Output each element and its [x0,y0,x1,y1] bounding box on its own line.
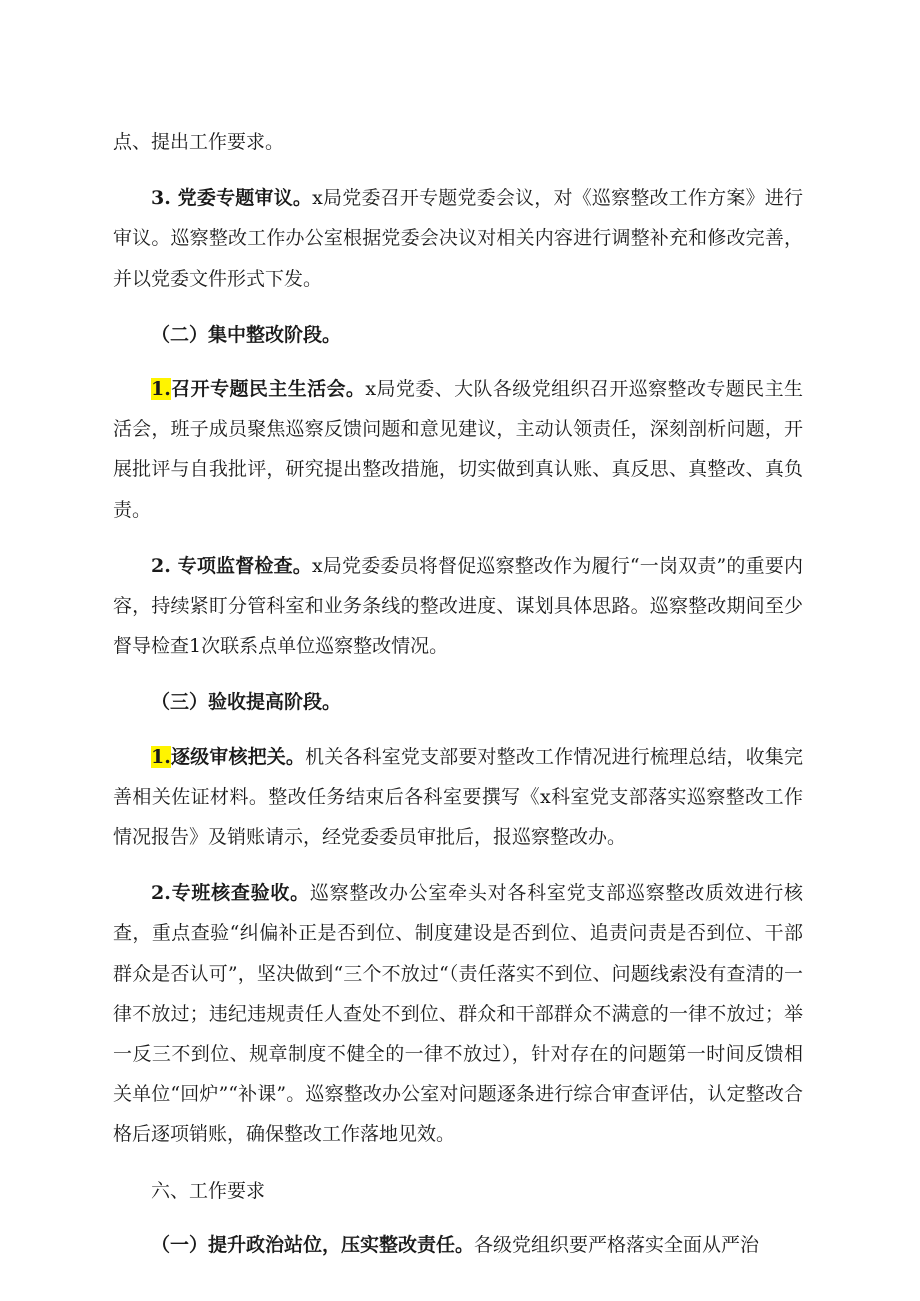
paragraph-party-review [113,178,803,299]
section-heading-work-requirements: 六、工作要求 [151,1179,266,1202]
paragraph-text: 巡察整改办公室牵头对各科室党支部巡察整改质效进行核查，重点查验“纠偏补正是否到位、制度建设是否到位、追责问责是否到位、干部群众是否认可”，坚决做到“三个不放过“（责任落实不到位、问题线索没有查清的一律不放过；违纪违规责任人查处不到位、群众和干部群众不满意的一律不放过；举一反三不到位、规章制度不健全的一律不放过），针对存在的问题第一时间反馈相关单位“回炉”“补课”。巡察整改办公室对问题逐条进行综合审查评估，认定整改合格后逐项销账，确保整改工作落地见效。 [113,882,803,1146]
paragraph-text: x局党委、大队各级党组织召开巡察整改专题民主生活会，班子成员聚焦巡察反馈问题和意见建议，主动认领责任，深刻剖析问题，开展批评与自我批评，研究提出整改措施，切实做到真认账、真反思、真整改、真负责。 [113,378,803,521]
section-heading-acceptance: （三）验收提高阶段。 [151,691,342,714]
paragraph-text: x局党委召开专题党委会议，对《巡察整改工作方案》进行审议。巡察整改工作办公室根据党委会决议对相关内容进行调整补充和修改完善，并以党委文件形式下发。 [113,187,803,290]
paragraph-review-checkpoint [113,737,803,858]
document-body [113,122,803,1281]
paragraph-text: 机关各科室党支部要对整改工作情况进行梳理总结，收集完善相关佐证材料。整改任务结束后各科室要撰写《x科室党支部落实巡察整改工作情况报告》及销账请示，经党委委员审批后，报巡察整改办。 [113,745,803,849]
paragraph-democratic-life-meeting [113,369,803,530]
paragraph-heading: 3. 党委专题审议。 [151,187,313,210]
paragraph-special-supervision [113,546,803,667]
paragraph-task-force-verification [113,873,803,1154]
paragraph-heading: 2.专班核查验收。 [151,882,310,905]
paragraph-text: 各级党组织要严格落实全面从严治 [474,1233,760,1256]
section-heading-concentrated-rectification: （二）集中整改阶段。 [151,323,342,346]
paragraph-heading: 2. 专项监督检查。 [151,554,312,577]
paragraph-text: x局党委委员将督促巡察整改作为履行“一岗双责”的重要内容，持续紧盯分管科室和业务条线的整改进度、谋划具体思路。巡察整改期间至少督导检查1次联系点单位巡察整改情况。 [113,554,803,658]
paragraph-political-stance [113,1225,803,1265]
paragraph-heading: 召开专题民主生活会。 [170,378,366,401]
paragraph-heading: 逐级审核把关。 [170,745,306,768]
paragraph-continuation: 点、提出工作要求。 [113,131,285,153]
highlighted-number: 1. [151,378,171,401]
paragraph-heading: （一）提升政治站位，压实整改责任。 [151,1233,475,1256]
highlighted-number: 1. [151,745,171,768]
